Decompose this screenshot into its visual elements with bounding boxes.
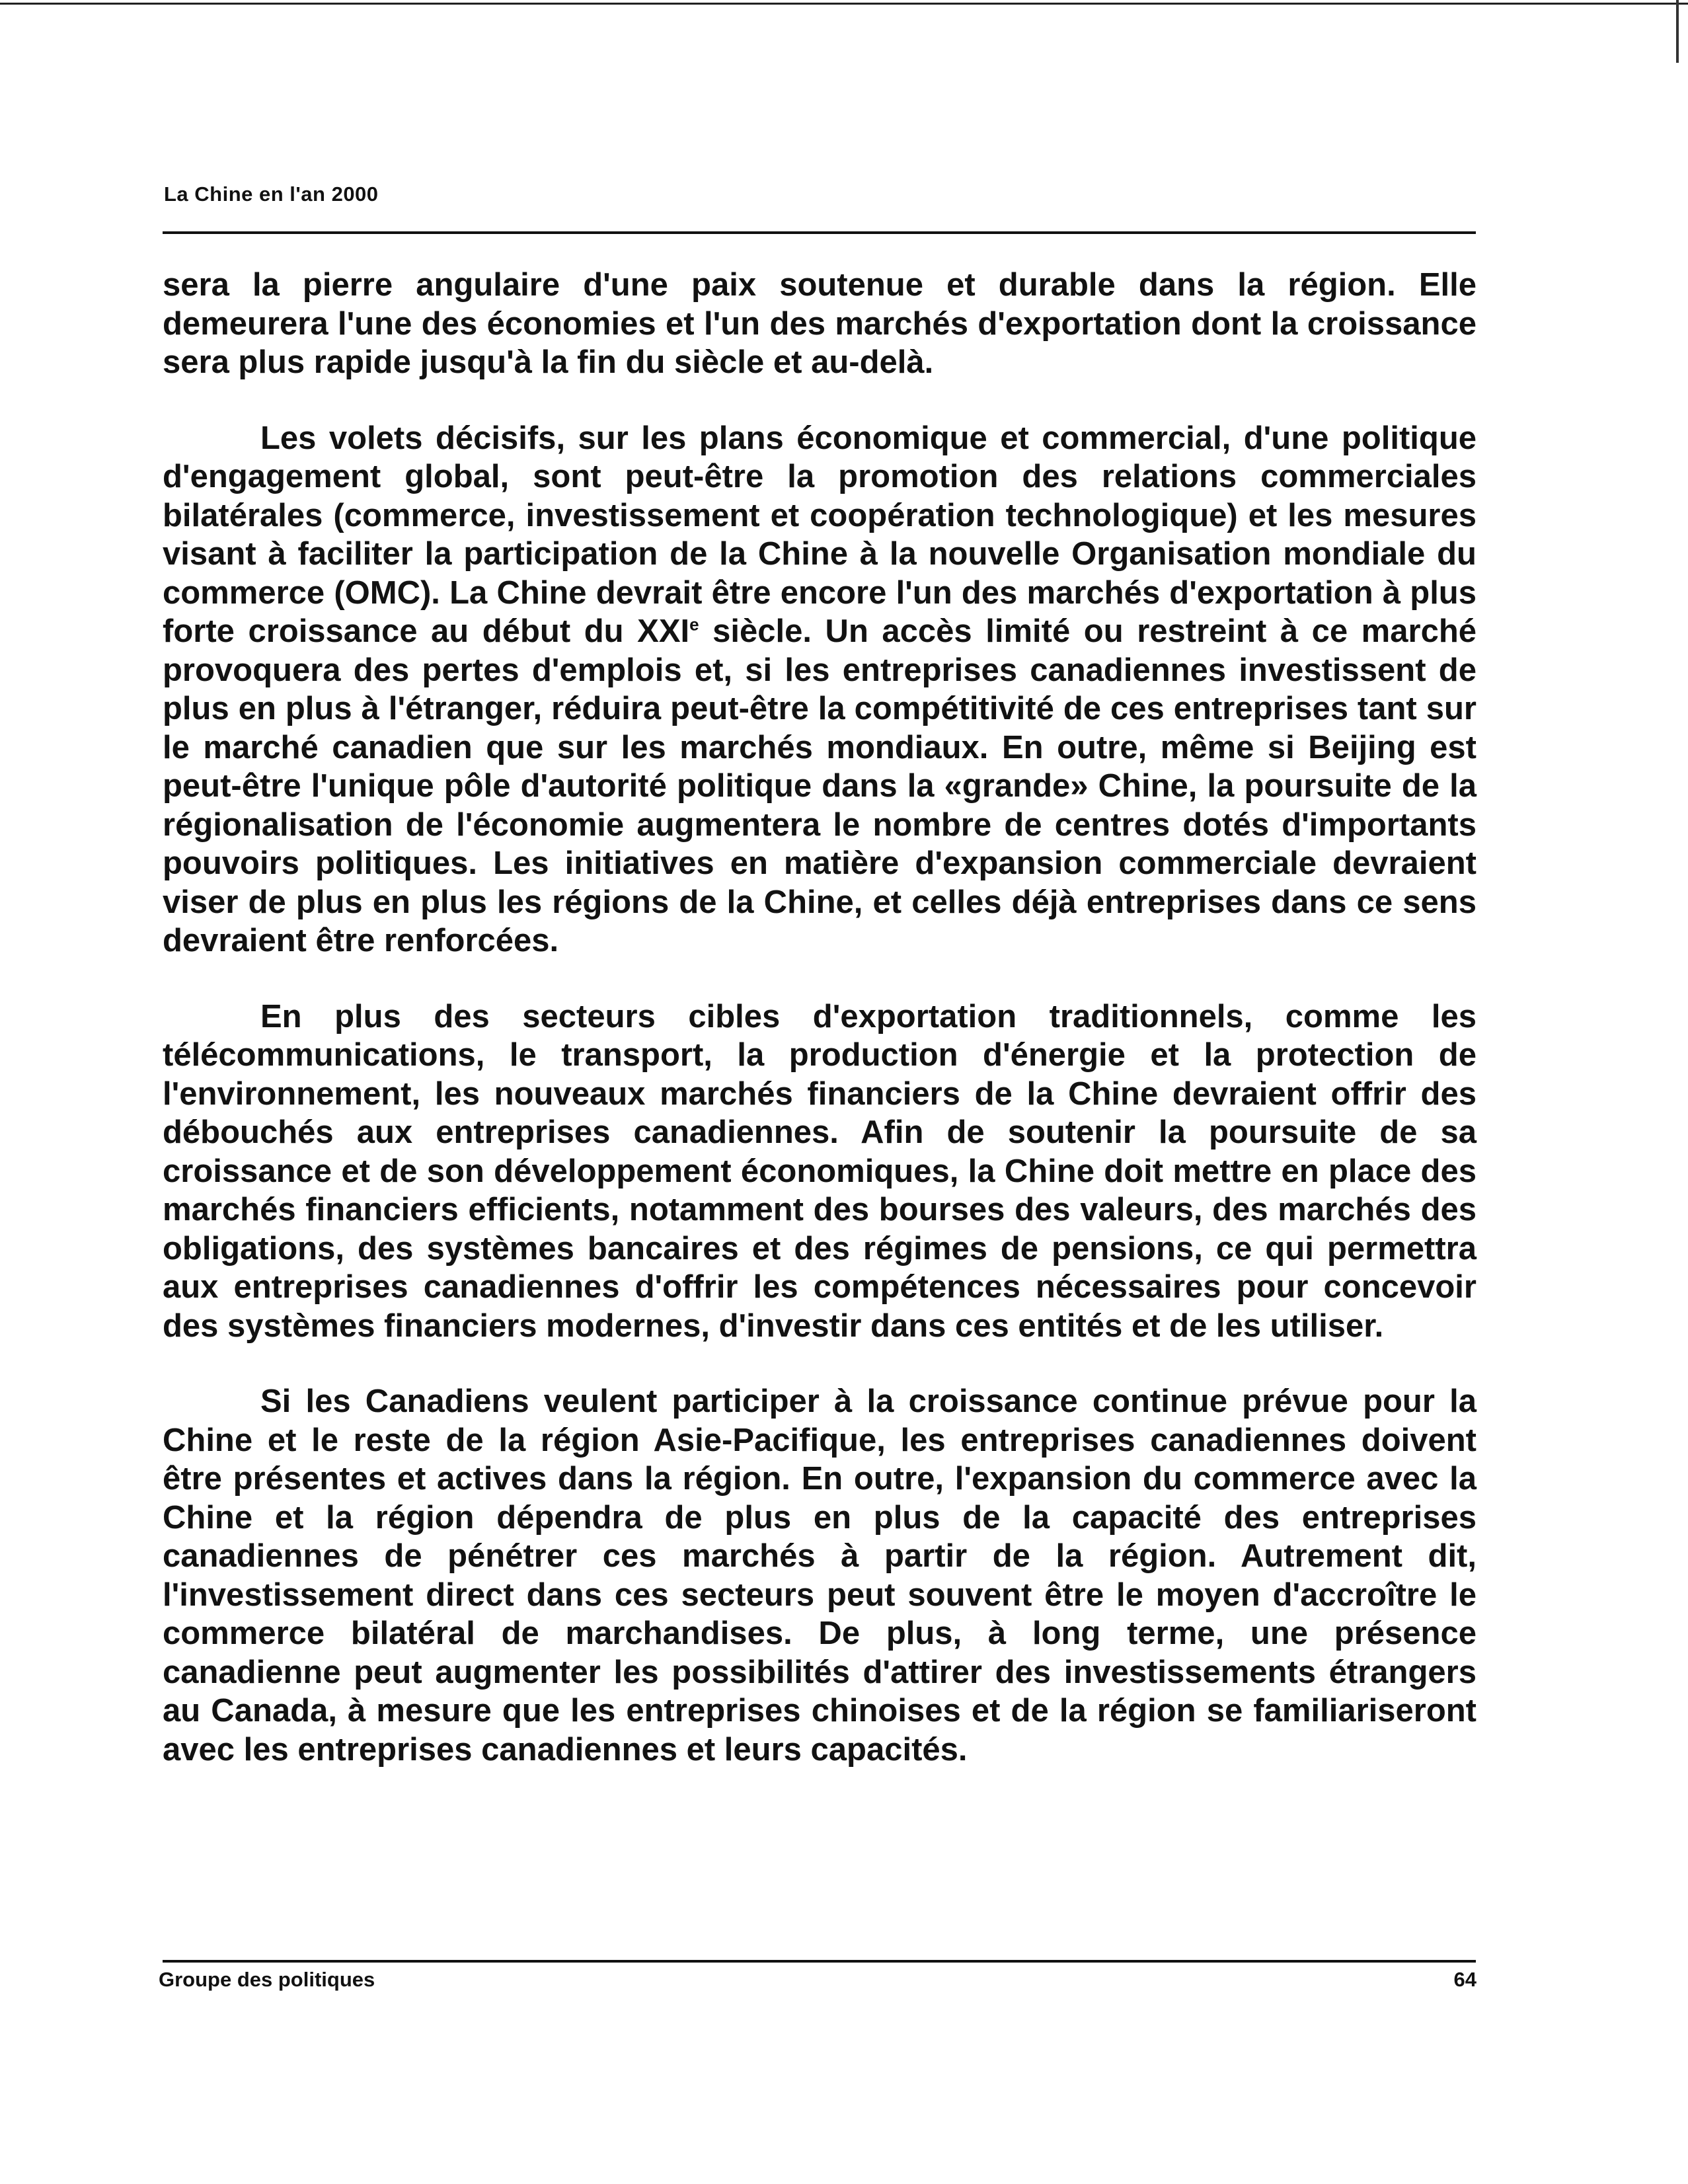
page-number: 64 — [1453, 1968, 1477, 1991]
paragraph-3: En plus des secteurs cibles d'exportation traditionnels, comme les télécommunications, le transport, la production d'énergie et la protection de l'environnement, les nouveaux marchés financiers de la Chine devraient offrir des débouchés aux entreprises canadiennes. Afin de soutenir la poursuite de sa croissance et de son développement économiques, la Chine doit mettre en place des marchés financiers efficients, notamment des bourses des valeurs, des marchés des obligations, des systèmes bancaires et des régimes de pensions, ce qui permettra aux entreprises canadiennes d'offrir les compétences nécessaires pour concevoir des systèmes financiers modernes, d'investir dans ces entités et de les utiliser. — [163, 998, 1477, 1344]
scan-top-border — [0, 3, 1688, 5]
footer-rule — [163, 1960, 1476, 1963]
paragraph-1: sera la pierre angulaire d'une paix soutenue et durable dans la région. Elle demeurera l'une des économies et l'un des marchés d'exportation dont la croissance sera plus rapide jusqu'à la fin du siècle et au-delà. — [163, 267, 1477, 380]
paragraph-4: Si les Canadiens veulent participer à la croissance continue prévue pour la Chine et le reste de la région Asie-Pacifique, les entreprises canadiennes doivent être présentes et actives dans la région. En outre, l'expansion du commerce avec la Chine et la région dépendra de plus en plus de la capacité des entreprises canadiennes de pénétrer ces marchés à partir de la région. Autrement dit, l'investissement direct dans ces secteurs peut souvent être le moyen d'accroître le commerce bilatéral de marchandises. De plus, à long terme, une présence canadienne peut augmenter les possibilités d'attirer des investissements étrangers au Canada, à mesure que les entreprises chinoises et de la région se familiariseront avec les entreprises canadiennes et leurs capacités. — [163, 1384, 1477, 1768]
paragraph-2: Les volets décisifs, sur les plans économique et commercial, d'une politique d'engagement global, sont peut-être la promotion des relations commerciales bilatérales (commerce, investissement et coopération technologique) et les mesures visant à faciliter la participation de la Chine à la nouvelle Organisation mondiale du commerce (OMC). La Chine devrait être encore l'un des marchés d'exportation à plus forte croissance au début du XXIe siècle. Un accès limité ou restreint à ce marché provoquera des pertes d'emplois et, si les entreprises canadiennes investissent de plus en plus à l'étranger, réduira peut-être la compétitivité de ces entreprises tant sur le marché canadien que sur les marchés mondiaux. En outre, même si Beijing est peut-être l'unique pôle d'autorité politique dans la «grande» Chine, la poursuite de la régionalisation de l'économie augmentera le nombre de centres dotés d'importants pouvoirs politiques. Les initiatives en matière d'expansion commerciale devraient viser de plus en plus les régions de la Chine, et celles déjà entreprises dans ce sens devraient être renforcées. — [163, 420, 1477, 958]
footer-publisher: Groupe des politiques — [159, 1968, 375, 1991]
header-rule — [163, 231, 1476, 234]
body-text — [163, 266, 1477, 1806]
running-header: La Chine en l'an 2000 — [164, 182, 379, 206]
ordinal-superscript: e — [689, 614, 699, 635]
scan-right-edge — [1676, 0, 1679, 63]
